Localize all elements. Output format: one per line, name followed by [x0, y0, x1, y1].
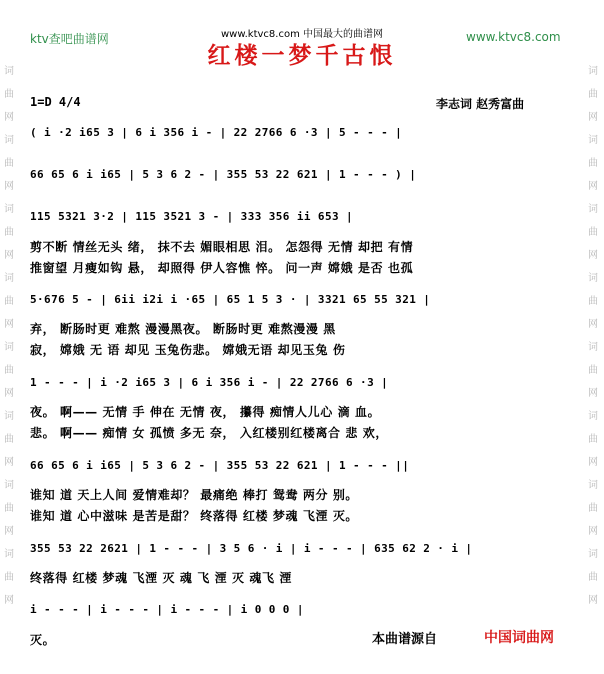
notes-line-6: 66 65 6 i i65 | 5 3 6 2 - | 355 53 22 621 | 1 - - - || — [30, 459, 410, 472]
watermark-char: 词 — [588, 135, 598, 146]
watermark-char: 曲 — [588, 434, 598, 445]
watermark-char: 网 — [4, 595, 14, 606]
watermark-char: 网 — [4, 181, 14, 192]
lyric-line: 终落得 红楼 梦魂 飞湮 灭 魂 飞 湮 灭 魂飞 湮 — [30, 571, 292, 585]
watermark-char: 词 — [4, 66, 14, 77]
watermark-column-right — [586, 60, 600, 612]
watermark-char: 网 — [4, 319, 14, 330]
watermark-char: 曲 — [588, 296, 598, 307]
watermark-char: 网 — [588, 181, 598, 192]
watermark-char: 词 — [4, 342, 14, 353]
lyric-line: 推窗望 月瘦如钩 悬， 却照得 伊人容憔 悴。 问一声 嫦娥 是否 也孤 — [30, 261, 414, 275]
notes-line-1: ( i ·2 i65 3 | 6 i 356 i - | 22 2766 6 ·3 | 5 - - - | — [30, 126, 403, 139]
lyric-line: 谁知 道 心中滋味 是苦是甜？ 终落得 红楼 梦魂 飞湮 灭。 — [30, 509, 359, 523]
watermark-char: 词 — [588, 273, 598, 284]
watermark-char: 曲 — [588, 158, 598, 169]
lyric-line: 悲。 啊—— 痴情 女 孤愤 多无 奈， 入红楼别红楼离合 悲 欢， — [30, 426, 389, 440]
source-site-link[interactable]: 中国词曲网 — [484, 630, 554, 646]
watermark-column-left — [2, 60, 16, 612]
watermark-char: 网 — [588, 250, 598, 261]
lyric-line: 夜。 啊—— 无情 手 伸在 无情 夜， 攥得 痴情人儿心 滴 血。 — [30, 405, 381, 419]
watermark-char: 曲 — [4, 572, 14, 583]
lyric-line: 灭。 — [30, 633, 56, 647]
watermark-char: 曲 — [4, 158, 14, 169]
watermark-char: 词 — [4, 273, 14, 284]
watermark-char: 曲 — [4, 227, 14, 238]
notes-line-8: i - - - | i - - - | i - - - | i 0 0 0 | — [30, 603, 304, 616]
notes-line-3: 115 5321 3·2 | 115 3521 3 - | 333 356 ii 653 | — [30, 210, 354, 223]
watermark-char: 曲 — [588, 572, 598, 583]
key-signature: 1=D 4/4 — [30, 95, 81, 109]
notes-line-5: 1 - - - | i ·2 i65 3 | 6 i 356 i - | 22 2766 6 ·3 | — [30, 376, 389, 389]
lyric-line: 寂， 嫦娥 无 语 却见 玉兔伤悲。 嫦娥无语 却见玉兔 伤 — [30, 343, 346, 357]
watermark-char: 网 — [588, 457, 598, 468]
credits: 李志词 赵秀富曲 — [436, 97, 525, 111]
watermark-char: 曲 — [4, 296, 14, 307]
source-label: 本曲谱源自 — [372, 632, 438, 647]
site-url-right[interactable]: www.ktvc8.com — [466, 30, 561, 44]
watermark-char: 曲 — [588, 365, 598, 376]
watermark-char: 网 — [588, 112, 598, 123]
notes-line-4: 5·676 5 - | 6ii i2i i ·65 | 65 1 5 3 · | 3321 65 55 321 | — [30, 293, 431, 306]
watermark-char: 曲 — [4, 503, 14, 514]
site-name-left: ktv查吧曲谱网 — [30, 32, 109, 46]
watermark-char: 网 — [588, 526, 598, 537]
watermark-char: 曲 — [588, 503, 598, 514]
watermark-char: 词 — [588, 342, 598, 353]
watermark-char: 词 — [588, 549, 598, 560]
watermark-char: 词 — [4, 549, 14, 560]
watermark-char: 网 — [4, 526, 14, 537]
watermark-char: 曲 — [4, 434, 14, 445]
watermark-char: 曲 — [4, 89, 14, 100]
watermark-char: 词 — [588, 66, 598, 77]
watermark-char: 曲 — [588, 89, 598, 100]
watermark-char: 词 — [588, 204, 598, 215]
site-banner: www.ktvc8.com 中国最大的曲谱网 — [220, 29, 383, 40]
watermark-char: 网 — [588, 388, 598, 399]
watermark-char: 词 — [588, 480, 598, 491]
lyric-line: 剪不断 情丝无头 绪， 抹不去 媚眼相思 泪。 怎怨得 无情 却把 有情 — [30, 240, 414, 254]
lyric-line: 谁知 道 天上人间 爱情难却？ 最痛绝 棒打 鸳鸯 两分 别。 — [30, 488, 359, 502]
watermark-char: 网 — [4, 250, 14, 261]
song-title: 红楼一梦千古恨 — [207, 42, 397, 69]
watermark-char: 网 — [588, 595, 598, 606]
watermark-char: 曲 — [588, 227, 598, 238]
watermark-char: 词 — [588, 411, 598, 422]
watermark-char: 曲 — [4, 365, 14, 376]
watermark-char: 网 — [4, 388, 14, 399]
lyric-line: 弃， 断肠时更 难熬 漫漫黑夜。 断肠时更 难熬漫漫 黑 — [30, 322, 336, 336]
watermark-char: 词 — [4, 204, 14, 215]
watermark-char: 词 — [4, 480, 14, 491]
notes-line-7: 355 53 22 2621 | 1 - - - | 3 5 6 · i | i - - - | 635 62 2 · i | — [30, 542, 473, 555]
watermark-char: 网 — [4, 457, 14, 468]
watermark-char: 网 — [588, 319, 598, 330]
watermark-char: 词 — [4, 135, 14, 146]
watermark-char: 词 — [4, 411, 14, 422]
notes-line-2: 66 65 6 i i65 | 5 3 6 2 - | 355 53 22 621 | 1 - - - ) | — [30, 168, 417, 181]
watermark-char: 网 — [4, 112, 14, 123]
